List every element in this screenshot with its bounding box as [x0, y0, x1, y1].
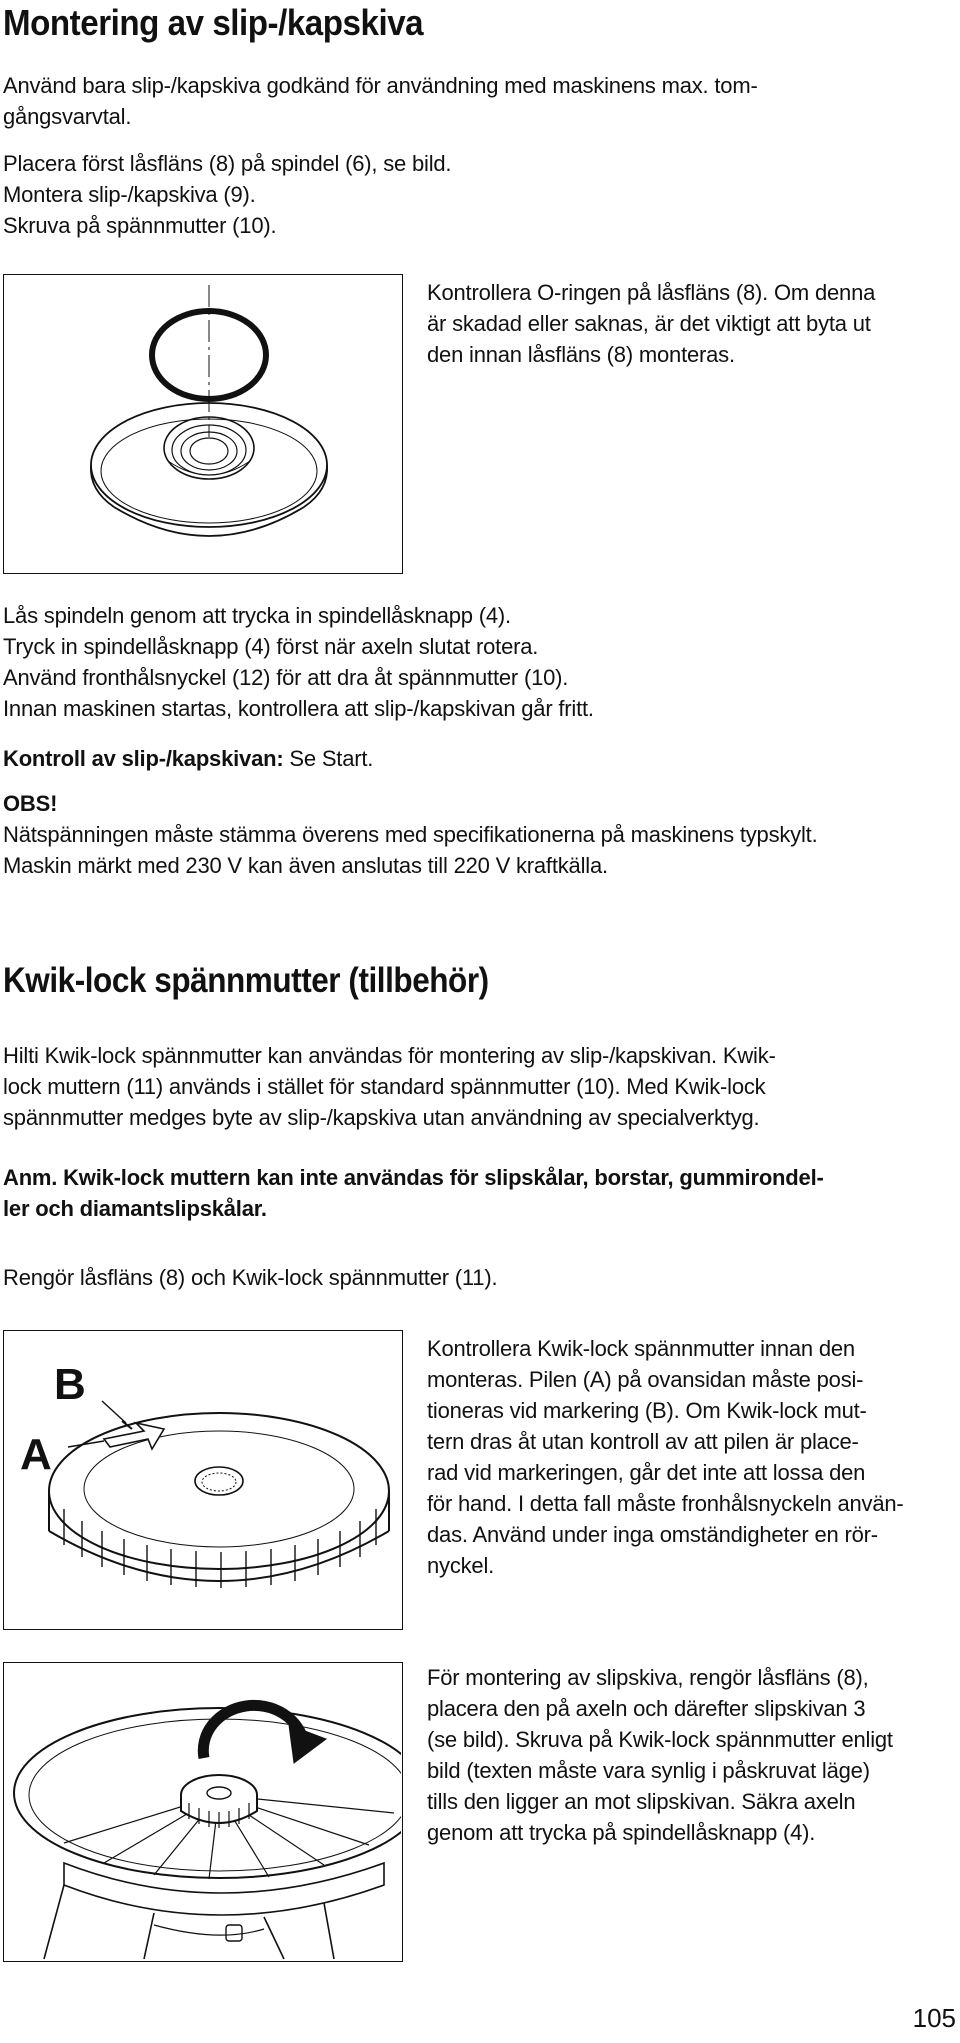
text-line: gångsvarvtal. — [3, 104, 132, 129]
text-line: Maskin märkt med 230 V kan även anslutas till 220 V kraftkälla. — [3, 853, 608, 878]
text-line: rad vid markeringen, går det inte att lossa den — [427, 1460, 866, 1485]
text-line: Kontrollera Kwik-lock spännmutter innan den — [427, 1336, 855, 1361]
clean-instruction — [3, 1262, 497, 1293]
step-line: Placera först låsfläns (8) på spindel (6), se bild. — [3, 151, 452, 176]
text-line: tioneras vid markering (B). Om Kwik-lock mut- — [427, 1398, 867, 1423]
kwik-lock-nut-figure — [3, 1330, 403, 1630]
text-line: Använd bara slip-/kapskiva godkänd för användning med maskinens max. tom- — [3, 73, 758, 98]
step-line: Montera slip-/kapskiva (9). — [3, 182, 256, 207]
flange-oring-illustration — [4, 275, 401, 572]
page-number: 105 — [912, 2003, 956, 2033]
text-line: för hand. I detta fall måste fronhålsnyckeln använ- — [427, 1491, 904, 1516]
text-line: Innan maskinen startas, kontrollera att slip-/kapskivan går fritt. — [3, 696, 594, 721]
kwik-lock-intro — [3, 1040, 776, 1133]
text-line: Anm. Kwik-lock muttern kan inte användas för slipskålar, borstar, gummirondel- — [3, 1165, 824, 1190]
text-line: das. Använd under inga omständigheter en rör- — [427, 1522, 878, 1547]
label-a: A — [20, 1430, 52, 1479]
text-line: lock muttern (11) används i stället för standard spännmutter (10). Med Kwik-lock — [3, 1074, 766, 1099]
text-line: ler och diamantslipskålar. — [3, 1196, 267, 1221]
grinder-mounting-figure — [3, 1662, 403, 1962]
section-title-disc-mounting: Montering av slip-/kapskiva — [3, 2, 424, 43]
step-line: Skruva på spännmutter (10). — [3, 213, 277, 238]
text-line: Tryck in spindellåsknapp (4) först när axeln slutat rotera. — [3, 634, 539, 659]
text-line: Hilti Kwik-lock spännmutter kan användas för montering av slip-/kapskivan. Kwik- — [3, 1043, 776, 1068]
text-line: bild (texten måste vara synlig i påskruvat läge) — [427, 1758, 870, 1783]
text-line: nyckel. — [427, 1553, 495, 1578]
label-b: B — [54, 1360, 86, 1409]
section-title-kwik-lock: Kwik-lock spännmutter (tillbehör) — [3, 961, 489, 1000]
disc-check-line — [3, 743, 373, 774]
text-line: spännmutter medges byte av slip-/kapskiva utan användning av specialverktyg. — [3, 1105, 760, 1130]
text-line: För montering av slipskiva, rengör låsfläns (8), — [427, 1665, 869, 1690]
text-line: den innan låsfläns (8) monteras. — [427, 342, 735, 367]
intro-paragraph — [3, 70, 758, 132]
disc-check-label: Kontroll av slip-/kapskivan: — [3, 746, 284, 771]
text-line: tern dras åt utan kontroll av att pilen är place- — [427, 1429, 859, 1454]
text-line: Nätspänningen måste stämma överens med specifikationerna på maskinens typskylt. — [3, 822, 818, 847]
kwik-lock-mount-paragraph — [427, 1662, 893, 1848]
kwik-lock-note — [3, 1162, 824, 1224]
text-line: placera den på axeln och därefter slipskivan 3 — [427, 1696, 866, 1721]
kwik-lock-nut-illustration — [4, 1331, 401, 1628]
spindle-lock-paragraph — [3, 600, 594, 724]
oring-note — [427, 277, 875, 370]
text-line: Rengör låsfläns (8) och Kwik-lock spännmutter (11). — [3, 1265, 498, 1290]
flange-oring-figure — [3, 274, 403, 574]
text-line: genom att trycka på spindellåsknapp (4). — [427, 1820, 816, 1845]
disc-check-text: Se Start. — [283, 746, 374, 771]
mounting-steps — [3, 148, 451, 241]
text-line: Lås spindeln genom att trycka in spindellåsknapp (4). — [3, 603, 511, 628]
obs-label: OBS! — [3, 791, 58, 816]
grinder-mounting-illustration — [4, 1663, 401, 1960]
text-line: Använd fronthålsnyckel (12) för att dra åt spännmutter (10). — [3, 665, 569, 690]
text-line: Kontrollera O-ringen på låsfläns (8). Om denna — [427, 280, 876, 305]
text-line: monteras. Pilen (A) på ovansidan måste posi- — [427, 1367, 864, 1392]
text-line: (se bild). Skruva på Kwik-lock spännmutter enligt — [427, 1727, 893, 1752]
text-line: tills den ligger an mot slipskivan. Säkra axeln — [427, 1789, 856, 1814]
obs-paragraph — [3, 788, 818, 881]
text-line: är skadad eller saknas, är det viktigt att byta ut — [427, 311, 871, 336]
kwik-lock-check-paragraph — [427, 1333, 904, 1581]
